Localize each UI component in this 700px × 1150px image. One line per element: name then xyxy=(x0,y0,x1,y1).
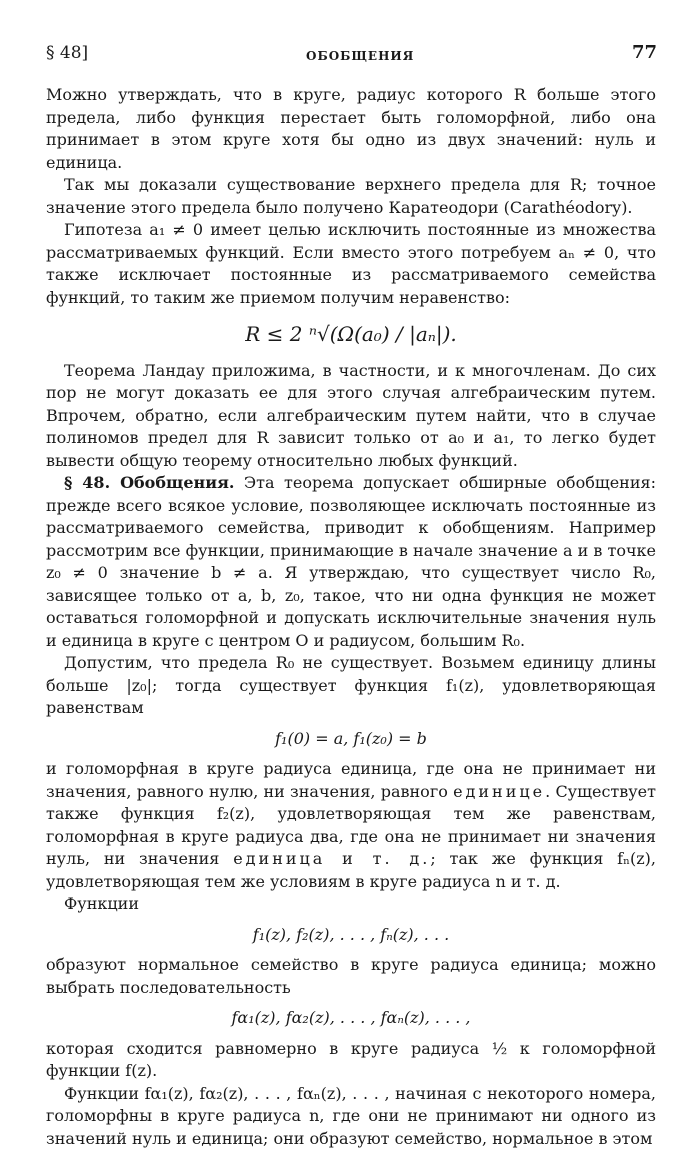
paragraph: Можно утверждать, что в круге, радиус которого R больше этого предела, либо функция перестает быть голоморфной, либо она принимает в этом круге хотя бы одно из двух значений: нуль и единица. xyxy=(46,84,656,174)
paragraph: Функции xyxy=(46,893,656,916)
formula-inequality: R ≤ 2 ⁿ√(Ω(a₀) / |aₙ|). xyxy=(46,323,656,346)
section-text: Эта теорема допускает обширные обобщения: прежде всего всякое условие, позволяющее исключать постоянные из рассматриваемого семейства, приводит к обобщениям. Например рассмотрим все функции, принимающие в начале значение a и в точке z₀ ≠ 0 значение b ≠ a. Я утверждаю, что существует число R₀, зависящее только от a, b, z₀, такое, что ни одна функция не может оставаться голоморфной и допускать исключительные значения нуль и единица в круге с центром O и радиусом, большим R₀. xyxy=(46,473,656,650)
page-number: 77 xyxy=(632,42,657,65)
formula-conditions: f₁(0) = a, f₁(z₀) = b xyxy=(46,728,656,751)
formula-subsequence: fα₁(z), fα₂(z), . . . , fαₙ(z), . . . , xyxy=(46,1007,656,1030)
formula-sequence: f₁(z), f₂(z), . . . , fₙ(z), . . . xyxy=(46,924,656,947)
page-body xyxy=(46,84,656,1150)
running-title: ОБОБЩЕНИЯ xyxy=(306,45,414,68)
text-run: . Существует также функция f₂(z), удовлетворяющая тем же равенствам, голоморфная в круге радиуса два, где она не принимает ни значения нуль, ни значения xyxy=(46,782,656,869)
paragraph: Так мы доказали существование верхнего предела для R; точное значение этого предела было получено Каратеодори (Carathéodory). xyxy=(46,174,656,219)
paragraph xyxy=(46,758,656,893)
paragraph: Теорема Ландау приложима, в частности, и к многочленам. До сих пор не могут доказать ее для этого случая алгебраическим путем. Впрочем, обратно, если алгебраическим путем найти, что в случае полиномов предел для R зависит только от a₀ и a₁, то легко будет вывести общую теорему относительно любых функций. xyxy=(46,360,656,473)
paragraph: которая сходится равномерно в круге радиуса ½ к голоморфной функции f(z). xyxy=(46,1038,656,1083)
paragraph: Допустим, что предела R₀ не существует. Возьмем единицу длины больше |z₀|; тогда существует функция f₁(z), удовлетворяющая равенствам xyxy=(46,652,656,720)
section-heading: § 48. Обобщения. xyxy=(64,473,234,492)
section-paragraph xyxy=(46,472,656,652)
section-ref: § 48] xyxy=(46,42,88,65)
spaced-text: единице xyxy=(453,782,545,801)
text-run: ; так же функция fₙ(z), удовлетворяющая тем же условиям в круге радиуса n и т. д. xyxy=(46,849,656,891)
paragraph: образуют нормальное семейство в круге радиуса единица; можно выбрать последовательность xyxy=(46,954,656,999)
text-run: и голоморфная в круге радиуса единица, где она не принимает ни значения, равного нулю, ни значения, равного xyxy=(46,759,656,801)
paragraph: Функции fα₁(z), fα₂(z), . . . , fαₙ(z), . . . , начиная с некоторого номера, голоморфны в круге радиуса n, где они не принимают ни одного из значений нуль и единица; они образуют семейство, нормальное в этом xyxy=(46,1083,656,1150)
spaced-text: единица и т. д. xyxy=(233,849,430,868)
paragraph: Гипотеза a₁ ≠ 0 имеет целью исключить постоянные из множества рассматриваемых функций. Если вместо этого потребуем aₙ ≠ 0, что также исключает постоянные из рассматриваемого семейства функций, то таким же приемом получим неравенство: xyxy=(46,219,656,309)
